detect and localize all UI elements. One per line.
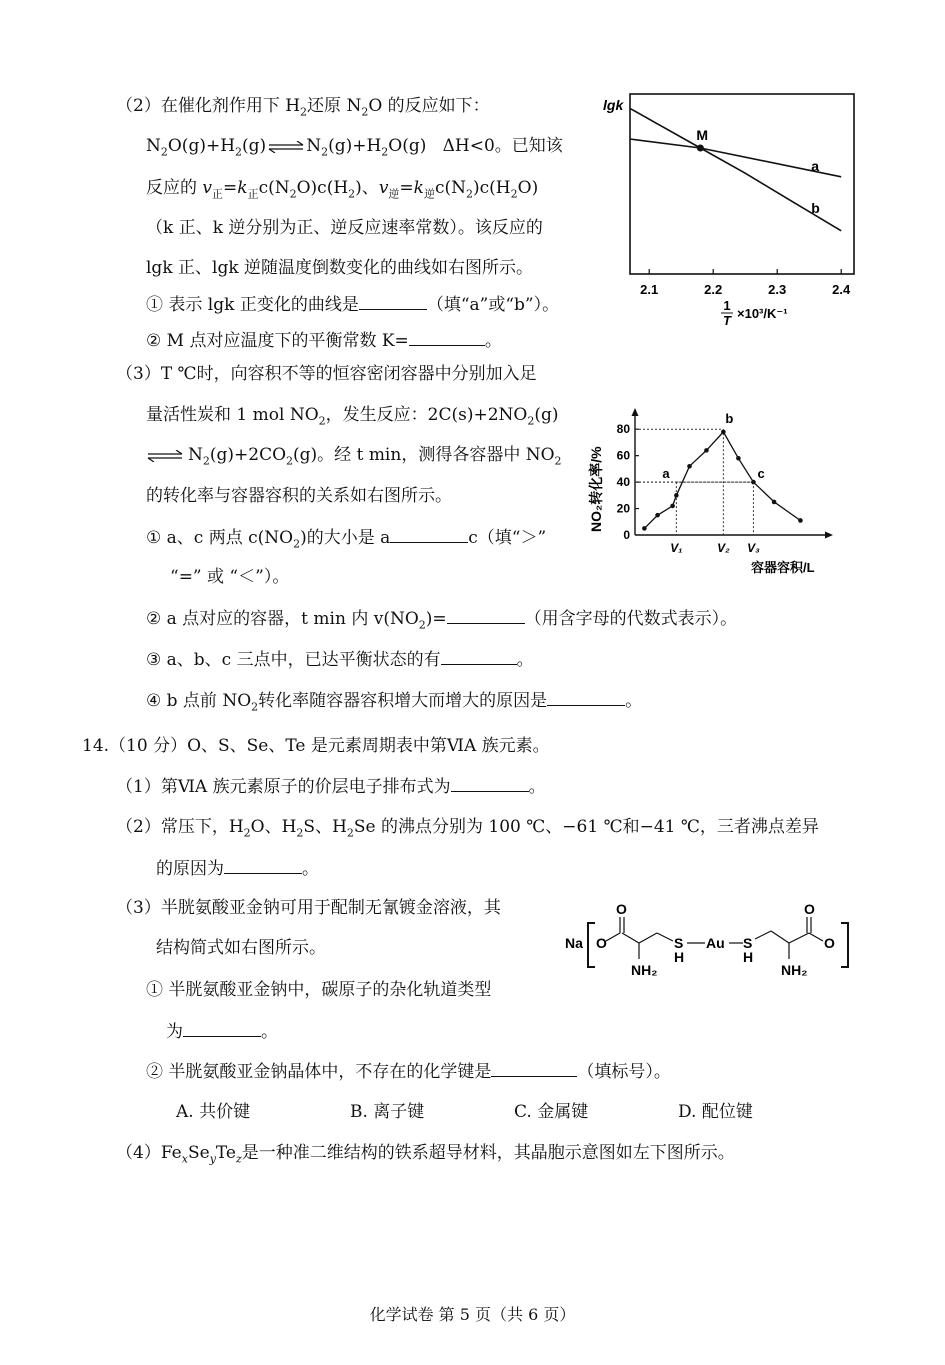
struct-bond [789,933,809,943]
struct-nh2-left: NH₂ [631,962,658,978]
struct-h-left: H [674,949,685,965]
struct-right-bracket [841,923,848,967]
equilibrium-arrow-icon [146,450,184,462]
struct-bond [809,933,823,941]
struct-o-left: O [596,935,607,951]
q13-p3-q1-cont: “=” 或 “＜”）。 [170,567,290,587]
chart1-xtick-label: 2.3 [768,282,787,297]
chart2-ytick-label: 0 [623,528,630,542]
q14-option-b[interactable]: B. 离子键 [350,1102,425,1122]
no2-conversion-chart [585,408,845,583]
q14-p3-line1: （3）半胱氨酸亚金钠可用于配制无氰镀金溶液，其 [116,898,501,918]
q14-p4: $(4)Fe_xSe_yTe_z$是一种准二维结构的铁系超导材料，其晶胞示意图如左下图所示。 [116,1143,735,1166]
chart2-ylabel: NO₂转化率/% [588,446,604,532]
struct-o-carbonyl-right: O [804,901,815,917]
struct-bond [755,931,771,939]
chart1-xlabel-unit: ×10³/K⁻¹ [737,306,788,321]
struct-s-left: S [674,935,684,951]
q14-p1: （1）第ⅥA 族元素原子的价层电子排布式为 。 [116,777,546,797]
q13-p3-line4: 的转化率与容器容积的关系如右图所示。 [146,486,452,506]
struct-bond [657,933,673,941]
chart1-xtick-label: 2.2 [704,282,723,297]
answer-blank[interactable] [359,293,427,310]
q14-p3-q1-cont: 为 。 [166,1022,278,1042]
chart1-frame [630,94,854,274]
q13-p2-q2: ② M 点对应温度下的平衡常数 K= 。 [146,331,502,351]
chart2-point-label-c: c [757,466,765,482]
chart2-data-point [721,430,726,435]
q13-p3-line3: $N_2(g)+2CO_2(g)$。经 t min，测得各容器中 $NO_2$ [146,444,562,472]
chart2-ytick-label: 60 [616,448,630,463]
q13-p2-rate-equations: 反应的 $v_正=k_正c(N_2O)c(H_2)$、$v_逆=k_逆c(N_2)c(H_2O)$ [146,178,539,201]
struct-au: Au [706,935,725,951]
chart2-data-point [751,480,756,485]
q13-p2-line1: （2）在催化剂作用下 $H_2$还原 $N_2O$ 的反应如下： [116,96,490,119]
answer-blank[interactable] [409,329,485,346]
chart2-ytick-label: 80 [616,422,630,437]
equilibrium-arrow-icon [267,141,305,153]
q14-title: 14.（10 分）O、S、Se、Te 是元素周期表中第ⅥA 族元素。 [82,736,550,756]
chart1-series-a-line [630,139,841,177]
q13-p3-line2: 量活性炭和 1 mol $NO_2$，发生反应：$2C(s)+2NO_2(g)$ [146,405,559,428]
q14-option-a[interactable]: A. 共价键 [176,1102,251,1122]
q14-p3-q1: ① 半胱氨酸亚金钠中，碳原子的杂化轨道类型 [146,980,492,1000]
chart2-data-point [674,493,679,498]
chart2-xtick-label: V₂ [717,541,730,555]
q14-option-c[interactable]: C. 金属键 [514,1102,589,1122]
chart1-series-label-b: b [811,199,820,216]
struct-bond [639,933,657,943]
struct-na: Na [565,935,583,951]
chart1-xlabel-num: 1 [723,298,731,313]
chart2-data-point [655,513,660,518]
struct-left-bracket [588,923,595,967]
chart2-data-point [704,448,709,453]
struct-o-right: O [824,935,835,951]
answer-blank[interactable] [491,1060,577,1077]
chart1-ylabel: lgk [603,97,624,113]
chart2-data-point [736,456,741,461]
q14-p3-line2: 结构简式如右图所示。 [156,938,326,958]
chart2-point-label-b: b [725,411,734,427]
q13-p2-line4: （k 正、k 逆分别为正、逆反应速率常数）。该反应的 [146,218,543,238]
q13-p3-line1: （3）T ℃时，向容积不等的恒容密闭容器中分别加入足 [116,364,537,384]
answer-blank[interactable] [183,1020,261,1037]
struct-bond [771,931,789,943]
chart2-y-axis-arrow [632,408,639,416]
answer-blank[interactable] [441,648,517,665]
q13-p2-q1: ① 表示 lgk 正变化的曲线是 （填“a”或“b”）。 [146,295,560,315]
answer-blank[interactable] [447,607,525,624]
q13-p3-q4: ④ b 点前 $NO_2$转化率随容器容积增大而增大的原因是 。 [146,691,643,714]
chart1-point-label-m: M [696,127,709,143]
lgk-chart [600,88,860,328]
q13-p3-q2: ② a 点对应的容器，t min 内 $v(NO_2)=$ （用含字母的代数式表示）。 [146,609,738,632]
chart2-xtick-label: V₁ [670,541,683,555]
answer-blank[interactable] [451,775,529,792]
struct-o-carbonyl-left: O [616,901,627,917]
answer-blank[interactable] [547,689,625,706]
struct-h-right: H [743,949,754,965]
chart1-xtick-label: 2.1 [640,282,659,297]
gold-cysteinate-structure [563,895,863,985]
chart1-point-m [697,145,704,152]
chart1-xlabel-den: T [723,313,731,328]
chart2-ytick-label: 20 [616,501,630,516]
answer-blank[interactable] [390,526,468,543]
struct-s-right: S [743,935,753,951]
q13-p2-line5: lgk 正、lgk 逆随温度倒数变化的曲线如右图所示。 [146,258,534,278]
struct-bond [606,933,620,941]
chart2-x-axis-arrow [825,532,833,539]
q13-p3-q3: ③ a、b、c 三点中，已达平衡状态的有 。 [146,650,534,670]
chart2-data-point [687,464,692,469]
chart2-ytick-label: 40 [616,475,630,490]
chart2-xlabel: 容器容积/L [751,560,815,575]
chart1-xtick-label: 2.4 [832,282,851,297]
chart2-data-point [798,518,803,523]
page-footer: 化学试卷 第 5 页（共 6 页） [369,1305,576,1324]
struct-bond [622,933,639,943]
answer-blank[interactable] [224,857,302,874]
q13-p2-equation: $N_2O(g)+H_2(g)$ $N_2(g)+H_2O(g)$ ΔH<0。已知该 [146,136,563,159]
chart1-series-label-a: a [811,157,819,174]
q13-p3-q1: ① a、c 两点 $c(NO_2)$的大小是 a c（填“＞” [146,528,547,551]
chart2-xtick-label: V₃ [747,541,760,555]
q14-p2-line2: 的原因为 。 [156,859,319,879]
q14-option-d[interactable]: D. 配位键 [678,1102,753,1122]
q14-p3-q2: ② 半胱氨酸亚金钠晶体中，不存在的化学键是 （填标号）。 [146,1062,671,1082]
chart2-data-point [670,504,675,509]
chart2-data-point [772,500,777,505]
q14-p2-line1: （2）常压下，$H_2O$、$H_2S$、$H_2Se$ 的沸点分别为 100 ℃、−61 ℃和−41 ℃，三者沸点差异 [116,817,819,840]
chart2-data-point [642,526,647,531]
chart2-point-label-a: a [662,466,670,482]
struct-nh2-right: NH₂ [781,962,808,978]
